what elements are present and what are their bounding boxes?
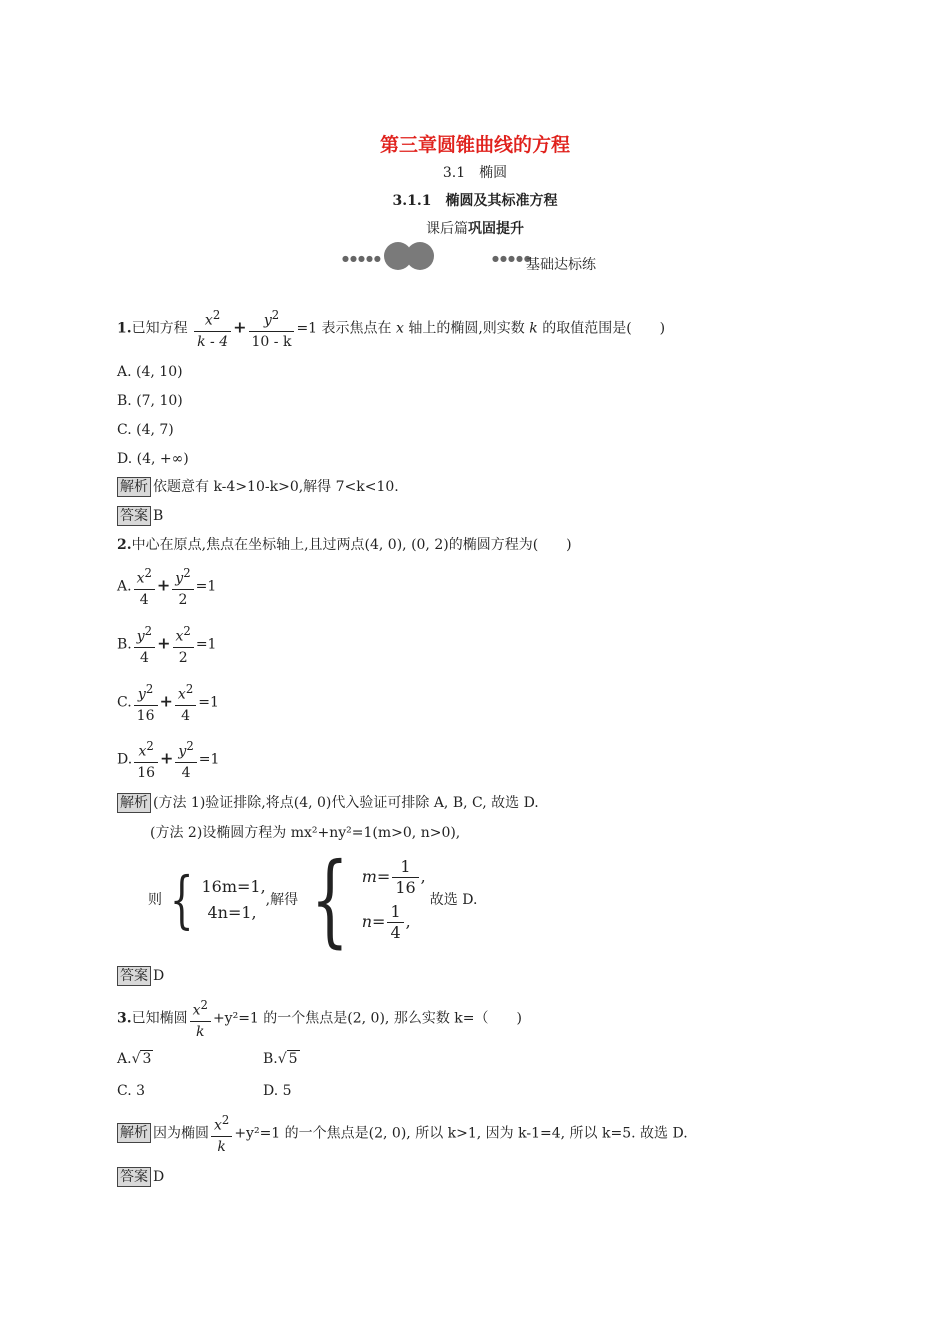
frac-den: k — [196, 1023, 205, 1040]
frac-den: 2 — [178, 591, 188, 608]
frac-num: x — [204, 312, 213, 329]
option-tail: =1 — [198, 694, 219, 711]
option-fraction: $\frac{y^2}{4}$ — [175, 736, 196, 783]
answer-tag: 答案 — [117, 506, 151, 526]
q1-answer — [117, 506, 163, 526]
frac-num: x — [175, 628, 184, 645]
sqrt-icon: √ 3 — [131, 1051, 152, 1067]
frac-den: 16 — [136, 707, 155, 724]
q2-stem — [117, 535, 572, 555]
brace-icon: { — [169, 863, 194, 936]
q2-option-a: A. $\frac{x^2}{4}$ + $\frac{y^2}{2}$ =1 — [117, 563, 216, 610]
option-fraction: $\frac{x^2}{2}$ — [173, 621, 194, 668]
banner-label: 基础达标练 — [526, 257, 596, 273]
frac-num: y — [263, 312, 272, 329]
option-fraction: $\frac{x^2}{16}$ — [134, 736, 158, 783]
dots-icon-right: ●●●●● — [492, 254, 532, 263]
option-fraction: $\frac{y^2}{16}$ — [134, 679, 158, 726]
q1-fraction-2: $\frac{y^2}{10 - k}$ — [249, 305, 295, 352]
q2-answer — [117, 966, 164, 986]
option-tail: =1 — [195, 578, 217, 595]
course-prefix: 课后篇 — [426, 221, 468, 237]
q2-answer-text: D — [153, 968, 165, 984]
conclude-text: 故选 D. — [429, 892, 478, 908]
answer-tag: 答案 — [117, 966, 151, 986]
option-tail: =1 — [198, 751, 220, 768]
frac-den: 4 — [139, 649, 149, 666]
frac-den: 4 — [139, 591, 149, 608]
sol-m-label: m= — [361, 867, 391, 886]
q1-prefix: 已知方程 — [131, 320, 188, 337]
q1-var-k: k — [529, 320, 538, 337]
brace-icon: { — [310, 841, 350, 958]
frac-num: 1 — [392, 857, 418, 878]
solution-m: m= $\frac{1}{16}$ , — [361, 857, 426, 897]
frac-den: 4 — [181, 707, 191, 724]
frac-den: 16 — [137, 764, 156, 781]
q2-analysis-2: (方法 2)设椭圆方程为 mx²+ny²=1(m>0, n>0), — [150, 825, 461, 841]
system-eq-2: 4n=1, — [207, 903, 257, 922]
q1-answer-text: B — [153, 508, 164, 524]
frac-num: x — [138, 743, 147, 760]
course-bold: 巩固提升 — [468, 221, 524, 237]
dots-icon-left: ●●●●● — [342, 254, 382, 263]
analysis-tag: 解析 — [117, 793, 151, 813]
frac-num: x — [177, 686, 186, 703]
q2-option-d: D. $\frac{x^2}{16}$ + $\frac{y^2}{4}$ =1 — [117, 736, 219, 783]
q2-number: 2. — [117, 537, 132, 553]
q3-option-d: D. 5 — [263, 1083, 292, 1099]
q1-fraction-1: $\frac{x^2}{k - 4}$ — [194, 305, 231, 352]
option-label: B. — [263, 1051, 278, 1067]
q2-option-c: C. $\frac{y^2}{16}$ + $\frac{x^2}{4}$ =1 — [117, 679, 219, 726]
circle-icon — [406, 242, 434, 270]
q1-number: 1. — [117, 320, 132, 337]
frac-num: y — [175, 570, 184, 587]
analysis-tag: 解析 — [117, 477, 151, 497]
q2-equation-system — [148, 841, 478, 958]
frac-den: 10 - k — [251, 333, 292, 350]
frac-num: x — [192, 1002, 201, 1019]
subsection-title: 3.1.1 椭圆及其标准方程 — [392, 193, 558, 209]
frac-den: 4 — [181, 764, 191, 781]
q1-stem: 1.已知方程 $\frac{x^2}{k - 4}$ + $\frac{y^2}{10 - k}$ =1 表示焦点在 x 轴上的椭圆,则实数 k 的取值范围是( ) — [117, 305, 665, 352]
solution-n: n= $\frac{1}{4}$ , — [361, 902, 411, 942]
frac-den: k - 4 — [197, 333, 229, 350]
q1-suffix-c: 的取值范围是( ) — [537, 320, 666, 337]
q3-option-c: C. 3 — [117, 1083, 146, 1099]
q1-option-b: B. (7, 10) — [117, 393, 183, 409]
q3-prefix: 已知椭圆 — [131, 1010, 188, 1027]
frac-num: x — [214, 1117, 222, 1134]
q3-stem — [117, 995, 522, 1042]
q1-var-x: x — [396, 320, 404, 337]
frac-num: y — [178, 743, 187, 760]
option-label: B. — [117, 636, 132, 653]
option-fraction: $\frac{y^2}{4}$ — [134, 621, 155, 668]
q3-analysis-prefix: 因为椭圆 — [153, 1125, 209, 1142]
frac-den: 16 — [395, 878, 416, 897]
frac-num: y — [137, 686, 146, 703]
q3-analysis-suffix: +y²=1 的一个焦点是(2, 0), 所以 k>1, 因为 k-1=4, 所以 k=5. 故选 D. — [234, 1125, 688, 1142]
answer-tag: 答案 — [117, 1167, 151, 1187]
frac-num: x — [136, 570, 145, 587]
q1-option-d: D. (4, +∞) — [117, 451, 189, 467]
course-heading — [0, 218, 950, 238]
frac-num: 1 — [387, 902, 403, 923]
q2-analysis-1 — [117, 793, 539, 813]
q3-answer — [117, 1167, 164, 1187]
q3-fraction: $\frac{x^2}{k}$ — [190, 995, 211, 1042]
sqrt-icon: √ 5 — [277, 1051, 298, 1067]
q1-suffix-b: 轴上的椭圆,则实数 — [403, 320, 530, 337]
frac-den: 2 — [178, 649, 188, 666]
q1-suffix-a: =1 表示焦点在 — [296, 320, 396, 337]
option-fraction: $\frac{y^2}{2}$ — [172, 563, 193, 610]
sol-n-label: n= — [361, 912, 386, 931]
option-label: C. — [117, 694, 132, 711]
q3-option-a — [117, 1049, 153, 1069]
option-label: D. — [117, 751, 133, 768]
section-banner — [340, 240, 620, 274]
sol-m-fraction — [392, 857, 418, 898]
q3-answer-text: D — [153, 1169, 165, 1185]
chapter-title: 第三章圆锥曲线的方程 — [379, 134, 570, 156]
q3-suffix: +y²=1 的一个焦点是(2, 0), 那么实数 k=（ ) — [212, 1010, 522, 1027]
q1-option-c: C. (4, 7) — [117, 422, 174, 438]
q1-analysis-text: 依题意有 k-4>10-k>0,解得 7<k<10. — [153, 479, 399, 495]
option-label: A. — [117, 578, 132, 595]
q3-analysis-fraction: $\frac{x^2}{k}$ — [211, 1110, 232, 1157]
radicand: 3 — [142, 1051, 152, 1067]
sol-n-fraction — [387, 902, 403, 943]
option-label: A. — [117, 1051, 132, 1067]
solve-word: ,解得 — [265, 892, 299, 908]
q1-option-a: A. (4, 10) — [117, 364, 183, 380]
option-tail: =1 — [195, 636, 217, 653]
section-title: 3.1 椭圆 — [442, 165, 508, 181]
q1-analysis — [117, 477, 399, 497]
q2-stem-text: 中心在原点,焦点在坐标轴上,且过两点(4, 0), (0, 2)的椭圆方程为( ) — [131, 537, 572, 553]
option-fraction: $\frac{x^2}{4}$ — [175, 679, 196, 726]
system-prefix: 则 — [148, 892, 162, 908]
frac-den: k — [217, 1138, 226, 1155]
q2-option-b: B. $\frac{y^2}{4}$ + $\frac{x^2}{2}$ =1 — [117, 621, 216, 668]
system-eq-1: 16m=1, — [201, 877, 266, 896]
q2-analysis-1-text: (方法 1)验证排除,将点(4, 0)代入验证可排除 A, B, C, 故选 D. — [153, 795, 539, 811]
frac-num: y — [136, 628, 145, 645]
frac-den: 4 — [390, 923, 401, 942]
option-fraction: $\frac{x^2}{4}$ — [134, 563, 155, 610]
q3-number: 3. — [117, 1010, 132, 1027]
q3-analysis — [117, 1110, 688, 1157]
q3-option-b — [263, 1049, 300, 1069]
analysis-tag: 解析 — [117, 1123, 151, 1143]
radicand: 5 — [288, 1051, 298, 1067]
